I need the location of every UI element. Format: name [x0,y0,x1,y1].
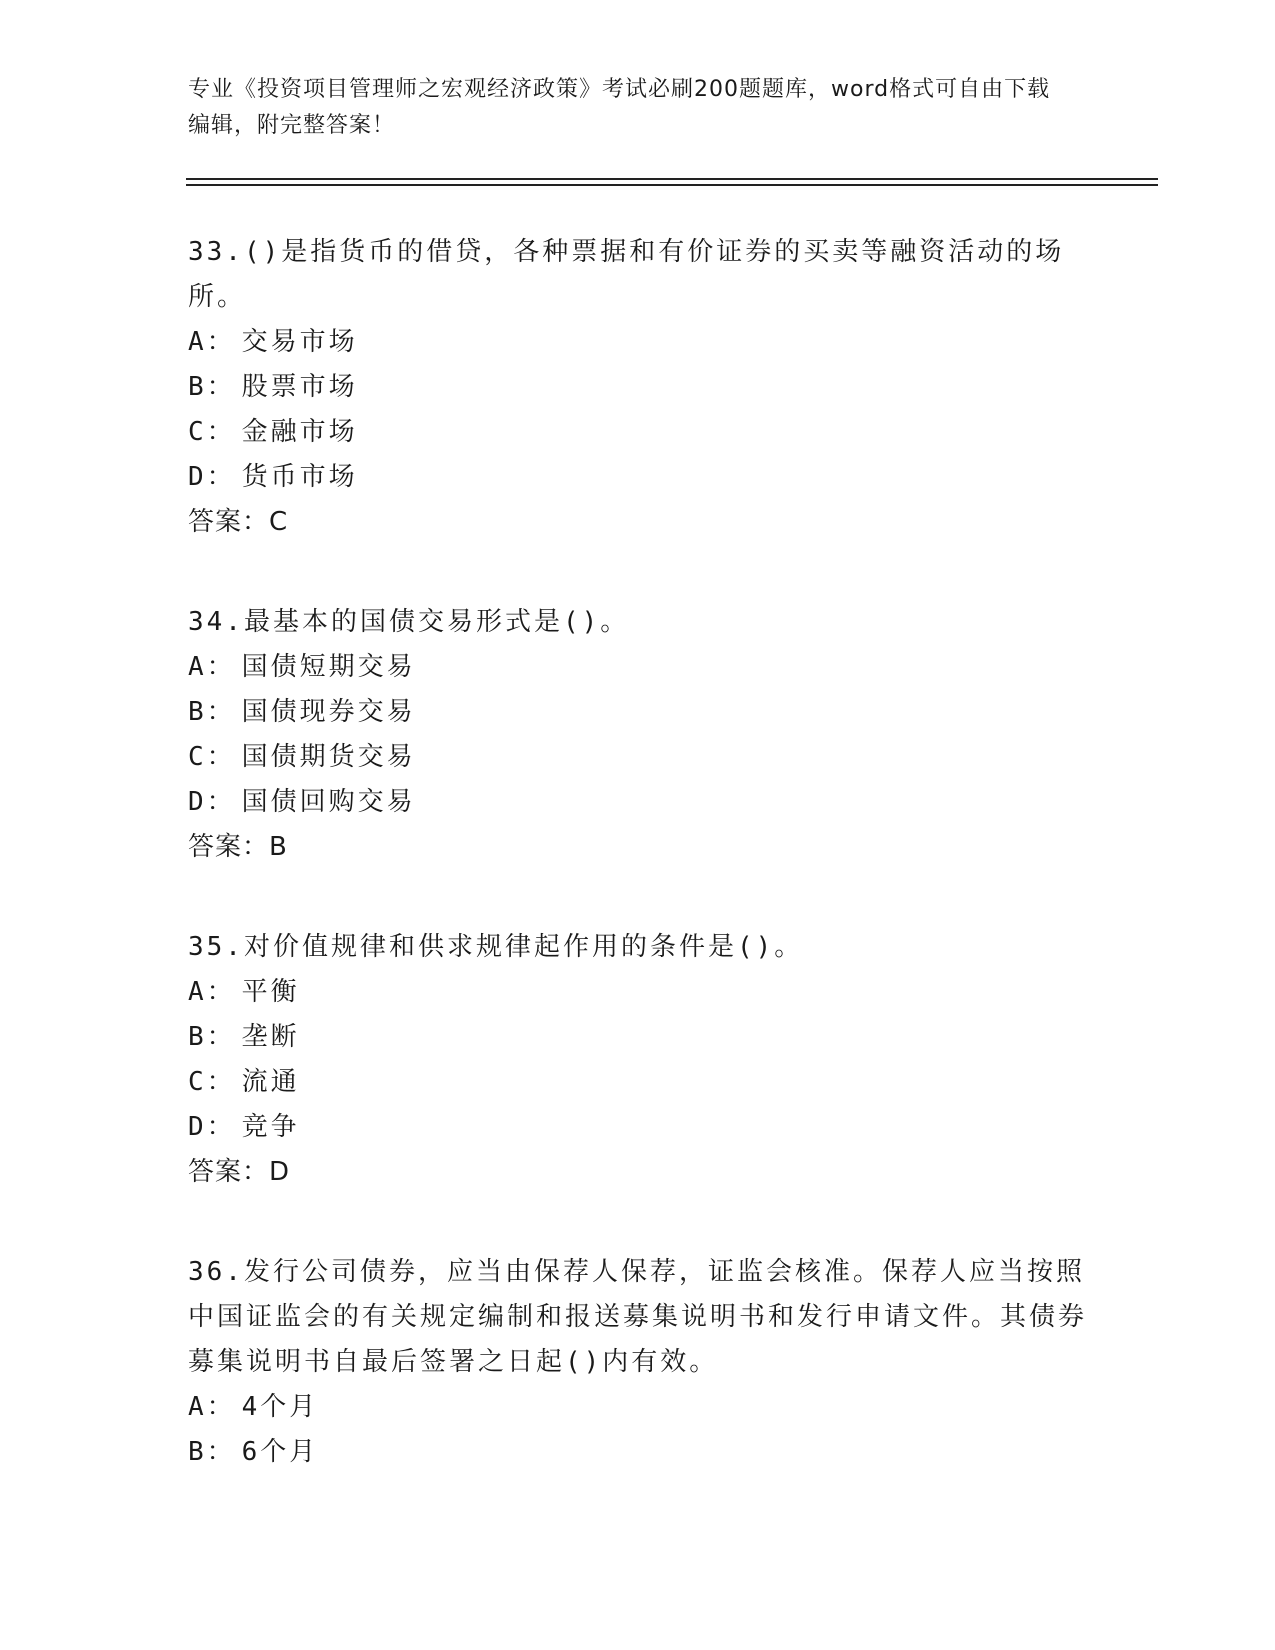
option-text: 4个月 [241,1392,319,1422]
header-divider-bottom [186,184,1158,186]
question-body: 发行公司债券，应当由保荐人保荐，证监会核准。保荐人应当按照中国证监会的有关规定编制和报送募集说明书和发行申请文件。其债券募集说明书自最后签署之日起()内有效。 [188,1257,1088,1377]
option-d [188,455,1088,500]
option-text: 垄断 [241,1022,300,1052]
option-letter: C： [188,1067,236,1097]
option-text: 竞争 [241,1112,300,1142]
option-letter: B： [188,697,236,727]
option-letter: B： [188,1022,236,1052]
question-34 [188,600,1088,870]
option-text: 国债短期交易 [241,652,416,682]
option-letter: C： [188,417,236,447]
option-letter: C： [188,742,236,772]
option-letter: D： [188,787,236,817]
question-body: 最基本的国债交易形式是()。 [243,607,630,637]
option-b [188,1015,1088,1060]
option-letter: B： [188,372,236,402]
question-number: 36. [188,1257,244,1287]
option-text: 国债现券交易 [241,697,416,727]
option-text: 平衡 [241,977,300,1007]
option-a [188,320,1088,365]
option-a [188,1385,1088,1430]
question-list [188,230,1088,1530]
option-text: 国债回购交易 [241,787,416,817]
option-text: 金融市场 [241,417,358,447]
option-text: 流通 [241,1067,300,1097]
option-b [188,690,1088,735]
answer-line: 答案：D [188,1157,291,1187]
question-text [188,925,1088,970]
option-a [188,970,1088,1015]
option-letter: A： [188,977,236,1007]
answer-line: 答案：B [188,832,288,862]
document-header: 专业《投资项目管理师之宏观经济政策》考试必刷200题题库，word格式可自由下载编辑，附完整答案！ [188,77,1051,138]
question-body: 对价值规律和供求规律起作用的条件是()。 [243,932,804,962]
option-c [188,735,1088,780]
option-a [188,645,1088,690]
option-b [188,365,1088,410]
question-33 [188,230,1088,545]
question-number: 35. [188,932,244,962]
question-text [188,1250,1088,1385]
option-letter: D： [188,462,236,492]
header-divider-top [186,178,1158,180]
option-text: 国债期货交易 [241,742,416,772]
answer-line: 答案：C [188,507,289,537]
option-text: 货币市场 [241,462,358,492]
option-letter: A： [188,327,236,357]
question-body: ()是指货币的借贷，各种票据和有价证券的买卖等融资活动的场所。 [188,237,1065,312]
option-text: 股票市场 [241,372,358,402]
option-d [188,780,1088,825]
question-35 [188,925,1088,1195]
question-number: 33. [188,237,244,267]
option-letter: A： [188,652,236,682]
question-text [188,600,1088,645]
option-c [188,1060,1088,1105]
option-letter: B： [188,1437,236,1467]
option-text: 交易市场 [241,327,358,357]
question-text [188,230,1088,320]
option-text: 6个月 [241,1437,319,1467]
option-b [188,1430,1088,1475]
option-d [188,1105,1088,1150]
option-letter: A： [188,1392,236,1422]
option-c [188,410,1088,455]
question-36 [188,1250,1088,1475]
option-letter: D： [188,1112,236,1142]
question-number: 34. [188,607,244,637]
